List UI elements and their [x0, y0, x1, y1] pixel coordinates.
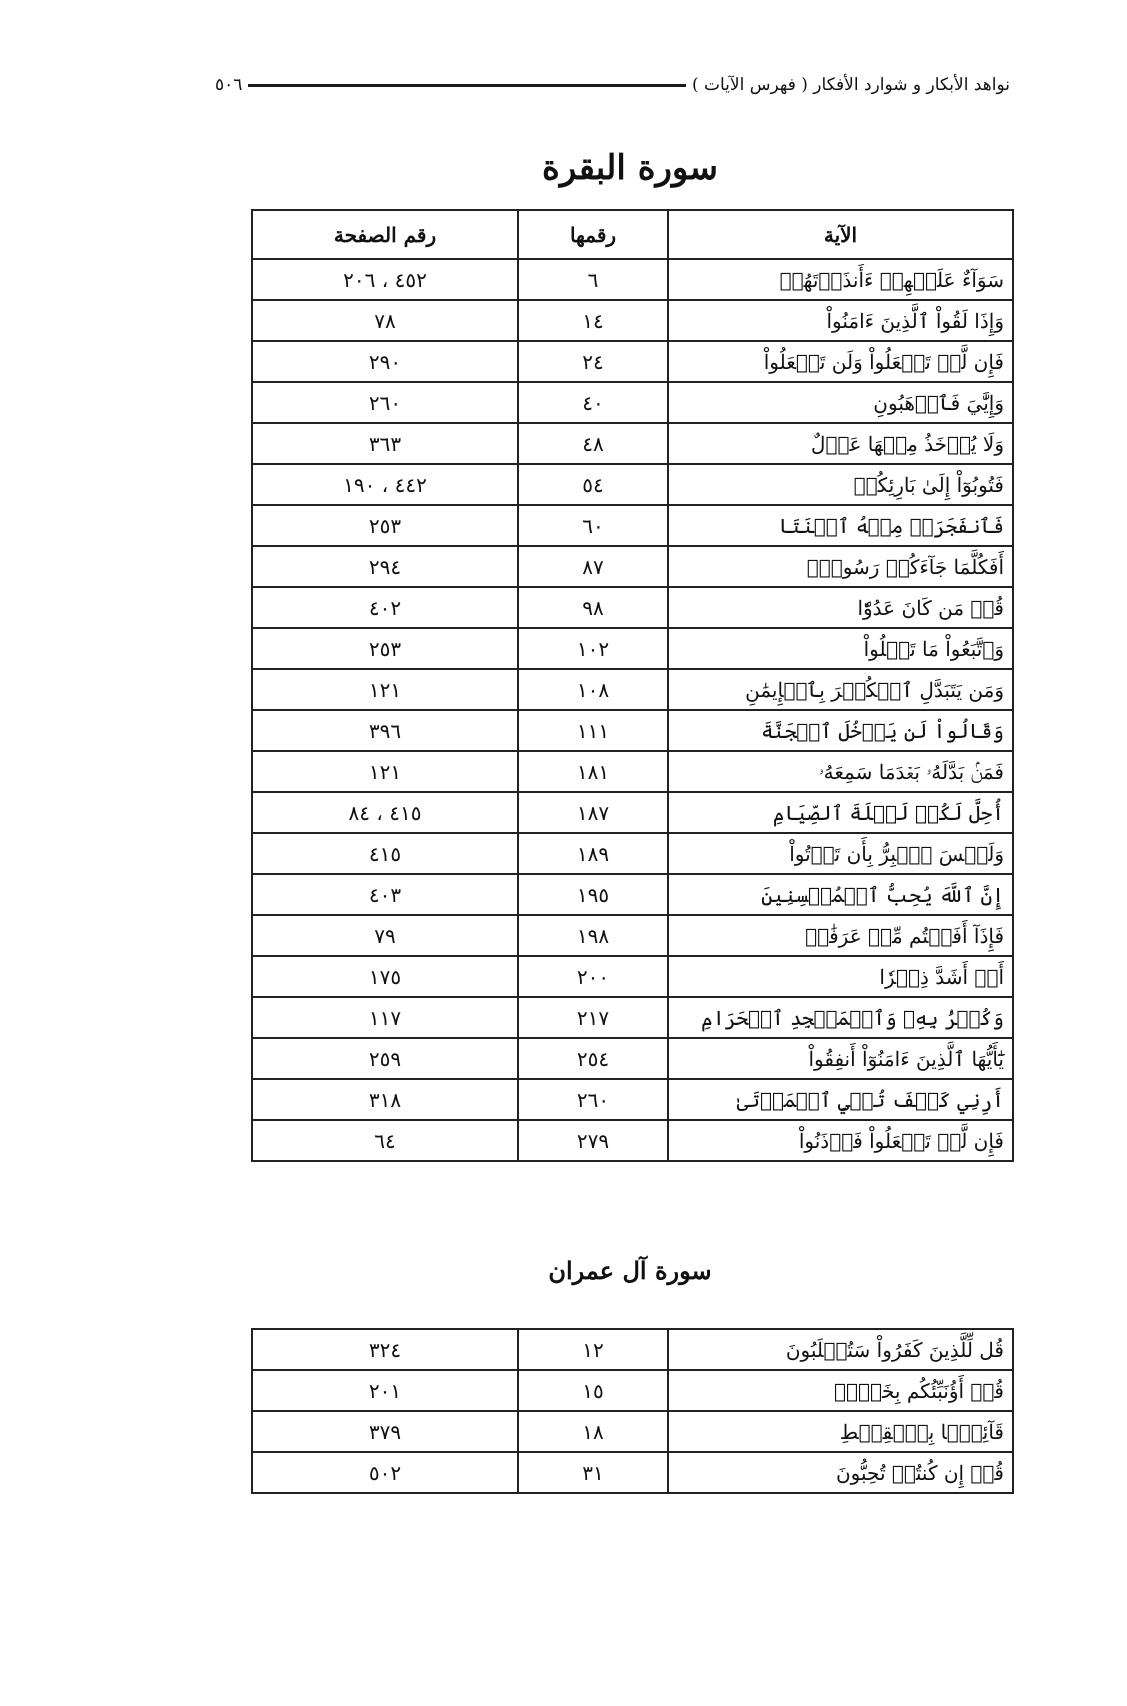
- ayah-text: وَلَيۡسَ ٱلۡبِرُّ بِأَن تَأۡتُواْ: [668, 833, 1013, 874]
- ayah-number: ١١١: [518, 710, 668, 751]
- ayah-text: إِنَّ ٱللَّهَ يُحِبُّ ٱلۡمُحۡسِنِينَ: [668, 874, 1013, 915]
- page-reference: ٣١٨: [252, 1079, 518, 1120]
- ayah-text: فَتُوبُوٓاْ إِلَىٰ بَارِئِكُمۡ: [668, 464, 1013, 505]
- running-header: [215, 70, 1010, 100]
- column-header-page: رقم الصفحة: [252, 210, 518, 259]
- ayah-number: ١٤: [518, 300, 668, 341]
- ayah-number: ١٠٢: [518, 628, 668, 669]
- page-reference: ٢٠١: [252, 1370, 518, 1411]
- page-reference: ٢٥٣: [252, 628, 518, 669]
- ayah-number: ١٠٨: [518, 669, 668, 710]
- ayah-number: ١٨٩: [518, 833, 668, 874]
- ayah-number: ٣١: [518, 1452, 668, 1493]
- ayah-number: ١٨: [518, 1411, 668, 1452]
- ayah-number: ٤٨: [518, 423, 668, 464]
- page-reference: ٧٨: [252, 300, 518, 341]
- page-reference: ٣٧٩: [252, 1411, 518, 1452]
- ayah-number: ٩٨: [518, 587, 668, 628]
- page-number: ٥٠٦: [215, 75, 243, 95]
- table-row: [252, 587, 1013, 628]
- table-row: [252, 300, 1013, 341]
- ayah-text: وَٱتَّبَعُواْ مَا تَتۡلُواْ: [668, 628, 1013, 669]
- ayah-text: وَكُفۡرُۢ بِهِۦ وَٱلۡمَسۡجِدِ ٱلۡحَرَامِ: [668, 997, 1013, 1038]
- page-reference: ٦٤: [252, 1120, 518, 1161]
- ayah-text: فَٱنفَجَرَتۡ مِنۡهُ ٱثۡنَتَا: [668, 505, 1013, 546]
- table-row: [252, 1038, 1013, 1079]
- section-title-imran: سورة آل عمران: [548, 1256, 712, 1285]
- column-header-number: رقمها: [518, 210, 668, 259]
- ayah-text: أَفَكُلَّمَا جَآءَكُمۡ رَسُولُۢ: [668, 546, 1013, 587]
- table-row: [252, 1120, 1013, 1161]
- ayah-number: ٢٤: [518, 341, 668, 382]
- ayah-number: ٦٠: [518, 505, 668, 546]
- ayah-text: قُلۡ أَؤُنَبِّئُكُم بِخَيۡرٖ: [668, 1370, 1013, 1411]
- page-reference: ٢٥٩: [252, 1038, 518, 1079]
- table-row: [252, 710, 1013, 751]
- ayah-number: ٨٧: [518, 546, 668, 587]
- table-row: [252, 341, 1013, 382]
- header-rule: [248, 84, 686, 87]
- table-header-row: [252, 210, 1013, 259]
- ayah-text: أَوۡ أَشَدَّ ذِكۡرٗا: [668, 956, 1013, 997]
- table-row: [252, 751, 1013, 792]
- table-row: [252, 874, 1013, 915]
- table-row: [252, 1411, 1013, 1452]
- page-reference: ٤١٥: [252, 833, 518, 874]
- page-reference: ٢٩٤: [252, 546, 518, 587]
- ayah-number: ١٨٧: [518, 792, 668, 833]
- ayah-number: ١٢: [518, 1329, 668, 1370]
- page-reference: ٣٩٦: [252, 710, 518, 751]
- page-reference: ٤٠٣: [252, 874, 518, 915]
- page-reference: ٢٦٠: [252, 382, 518, 423]
- page-reference: ٣٢٤: [252, 1329, 518, 1370]
- ayah-number: ٢٠٠: [518, 956, 668, 997]
- table-row: [252, 1329, 1013, 1370]
- ayah-text: وَقَالُواْ لَن يَدۡخُلَ ٱلۡجَنَّةَ: [668, 710, 1013, 751]
- column-header-ayah: الآية: [668, 210, 1013, 259]
- table-row: [252, 1370, 1013, 1411]
- ayah-text: قُل لِّلَّذِينَ كَفَرُواْ سَتُغۡلَبُونَ: [668, 1329, 1013, 1370]
- table-row: [252, 505, 1013, 546]
- ayah-number: ١٥: [518, 1370, 668, 1411]
- ayah-text: قَآئِمَۢا بِٱلۡقِسۡطِ: [668, 1411, 1013, 1452]
- table-row: [252, 382, 1013, 423]
- table-row: [252, 1079, 1013, 1120]
- ayah-text: فَإِن لَّمۡ تَفۡعَلُواْ فَأۡذَنُواْ: [668, 1120, 1013, 1161]
- page-reference: ٤٥٢ ، ٢٠٦: [252, 259, 518, 300]
- page-reference: ٣٦٣: [252, 423, 518, 464]
- table-row: [252, 997, 1013, 1038]
- page-reference: ١٢١: [252, 751, 518, 792]
- ayah-text: فَإِن لَّمۡ تَفۡعَلُواْ وَلَن تَفۡعَلُواْ: [668, 341, 1013, 382]
- page-reference: ٤٠٢: [252, 587, 518, 628]
- table-row: [252, 956, 1013, 997]
- ayah-text: فَإِذَآ أَفَضۡتُم مِّنۡ عَرَفَٰتٖ: [668, 915, 1013, 956]
- ayah-number: ٤٠: [518, 382, 668, 423]
- ayah-text: أُحِلَّ لَكُمۡ لَيۡلَةَ ٱلصِّيَامِ: [668, 792, 1013, 833]
- page-reference: ٤٤٢ ، ١٩٠: [252, 464, 518, 505]
- ayah-text: قُلۡ مَن كَانَ عَدُوّٗا: [668, 587, 1013, 628]
- ayah-number: ٢٥٤: [518, 1038, 668, 1079]
- ayah-text: قُلۡ إِن كُنتُمۡ تُحِبُّونَ: [668, 1452, 1013, 1493]
- ayah-text: أَرِنِي كَيۡفَ تُحۡيِ ٱلۡمَوۡتَىٰ: [668, 1079, 1013, 1120]
- table-row: [252, 792, 1013, 833]
- page-reference: ٤١٥ ، ٨٤: [252, 792, 518, 833]
- ayah-text: وَإِذَا لَقُواْ ٱلَّذِينَ ءَامَنُواْ: [668, 300, 1013, 341]
- ayah-text: فَمَنۢ بَدَّلَهُۥ بَعۡدَمَا سَمِعَهُۥ: [668, 751, 1013, 792]
- table-row: [252, 464, 1013, 505]
- table-row: [252, 915, 1013, 956]
- table-row: [252, 259, 1013, 300]
- ayah-text: يَٰٓأَيُّهَا ٱلَّذِينَ ءَامَنُوٓاْ أَنفِقُواْ: [668, 1038, 1013, 1079]
- page-reference: ٥٠٢: [252, 1452, 518, 1493]
- page-reference: ١١٧: [252, 997, 518, 1038]
- table-row: [252, 423, 1013, 464]
- page-reference: ١٢١: [252, 669, 518, 710]
- section-title-baqarah: سورة البقرة: [542, 148, 718, 188]
- table-row: [252, 628, 1013, 669]
- book-title: نواهد الأبكار و شوارد الأفكار ( فهرس الآيات ): [691, 75, 1010, 95]
- page-reference: ٢٩٠: [252, 341, 518, 382]
- ayah-index-table-imran: [251, 1328, 1014, 1494]
- ayah-number: ٢٦٠: [518, 1079, 668, 1120]
- ayah-number: ٢٧٩: [518, 1120, 668, 1161]
- page-reference: ٧٩: [252, 915, 518, 956]
- ayah-number: ٥٤: [518, 464, 668, 505]
- ayah-number: ١٩٥: [518, 874, 668, 915]
- ayah-text: وَلَا يُؤۡخَذُ مِنۡهَا عَدۡلٌ: [668, 423, 1013, 464]
- table-row: [252, 546, 1013, 587]
- ayah-number: ٢١٧: [518, 997, 668, 1038]
- ayah-number: ٦: [518, 259, 668, 300]
- page-reference: ٢٥٣: [252, 505, 518, 546]
- ayah-number: ١٩٨: [518, 915, 668, 956]
- ayah-index-table-baqarah: [251, 209, 1014, 1162]
- ayah-number: ١٨١: [518, 751, 668, 792]
- table-row: [252, 833, 1013, 874]
- ayah-text: وَإِيَّٰيَ فَٱرۡهَبُونِ: [668, 382, 1013, 423]
- page-reference: ١٧٥: [252, 956, 518, 997]
- ayah-text: وَمَن يَتَبَدَّلِ ٱلۡكُفۡرَ بِٱلۡإِيمَٰنِ: [668, 669, 1013, 710]
- table-row: [252, 669, 1013, 710]
- table-row: [252, 1452, 1013, 1493]
- ayah-text: سَوَآءٌ عَلَيۡهِمۡ ءَأَنذَرۡتَهُمۡ: [668, 259, 1013, 300]
